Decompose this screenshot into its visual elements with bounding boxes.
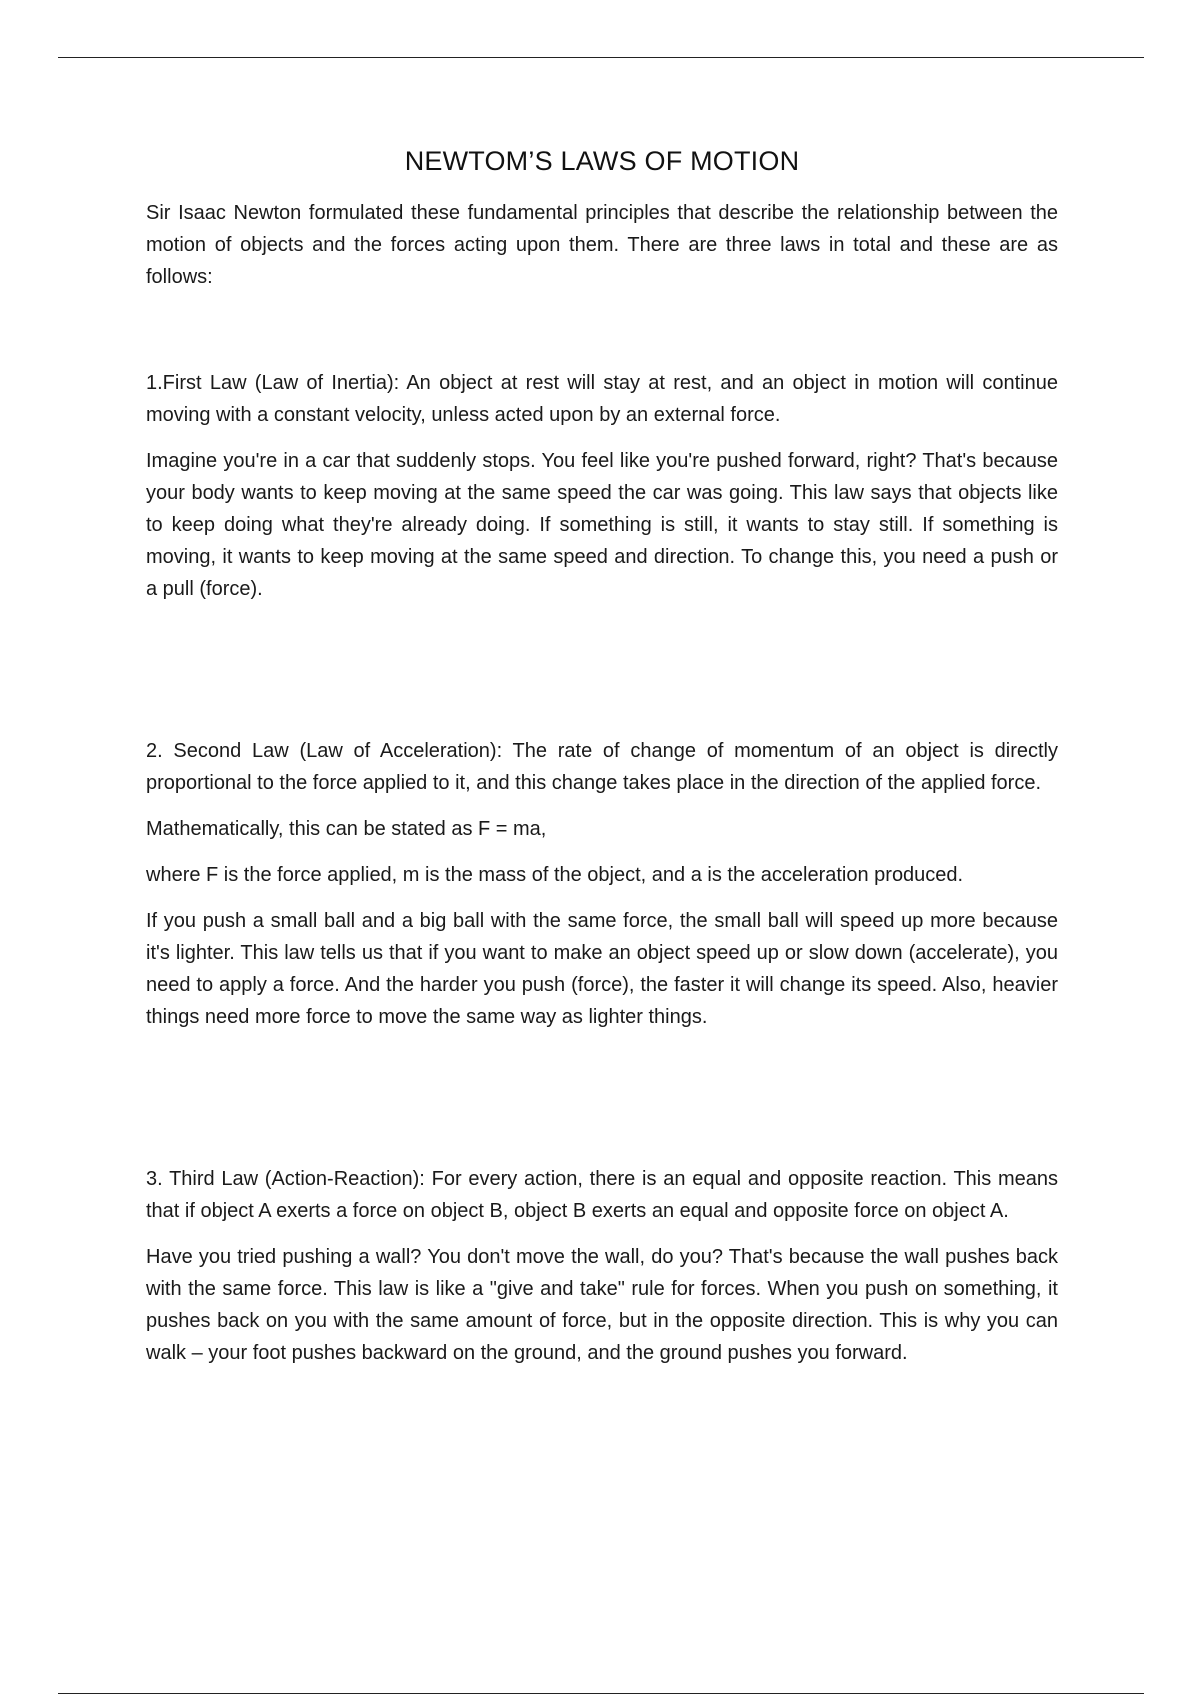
first-law-statement: 1.First Law (Law of Inertia): An object at rest will stay at rest, and an object in motion will continue moving with a constant velocity, unless acted upon by an external force. (146, 372, 1058, 426)
page-title: NEWTOM’S LAWS OF MOTION (404, 146, 800, 176)
top-divider (58, 57, 1144, 58)
intro-paragraph: Sir Isaac Newton formulated these fundamental principles that describe the relationship between the motion of objects and the forces acting upon them. There are three laws in total and these are as follows: (146, 202, 1058, 288)
second-law-formula: Mathematically, this can be stated as F = ma, (146, 818, 547, 840)
bottom-divider (58, 1693, 1144, 1694)
first-law-explanation: Imagine you're in a car that suddenly stops. You feel like you're pushed forward, right? That's because your body wants to keep moving at the same speed the car was going. This law says that objects like to keep doing what they're already doing. If something is still, it wants to stay still. If something is moving, it wants to keep moving at the same speed and direction. To change this, you need a push or a pull (force). (146, 450, 1058, 600)
second-law-definitions: where F is the force applied, m is the mass of the object, and a is the acceleration produced. (146, 864, 964, 886)
third-law-statement: 3. Third Law (Action-Reaction): For every action, there is an equal and opposite reaction. This means that if object A exerts a force on object B, object B exerts an equal and opposite force on object A. (146, 1168, 1058, 1222)
document-body (146, 146, 1058, 1369)
second-law-statement: 2. Second Law (Law of Acceleration): The rate of change of momentum of an object is directly proportional to the force applied to it, and this change takes place in the direction of the applied force. (146, 740, 1058, 794)
third-law-explanation: Have you tried pushing a wall? You don't move the wall, do you? That's because the wall pushes back with the same force. This law is like a "give and take" rule for forces. When you push on something, it pushes back on you with the same amount of force, but in the opposite direction. This is why you can walk – your foot pushes backward on the ground, and the ground pushes you forward. (146, 1246, 1058, 1364)
second-law-explanation: If you push a small ball and a big ball with the same force, the small ball will speed up more because it's lighter. This law tells us that if you want to make an object speed up or slow down (accelerate), you need to apply a force. And the harder you push (force), the faster it will change its speed. Also, heavier things need more force to move the same way as lighter things. (146, 910, 1058, 1028)
